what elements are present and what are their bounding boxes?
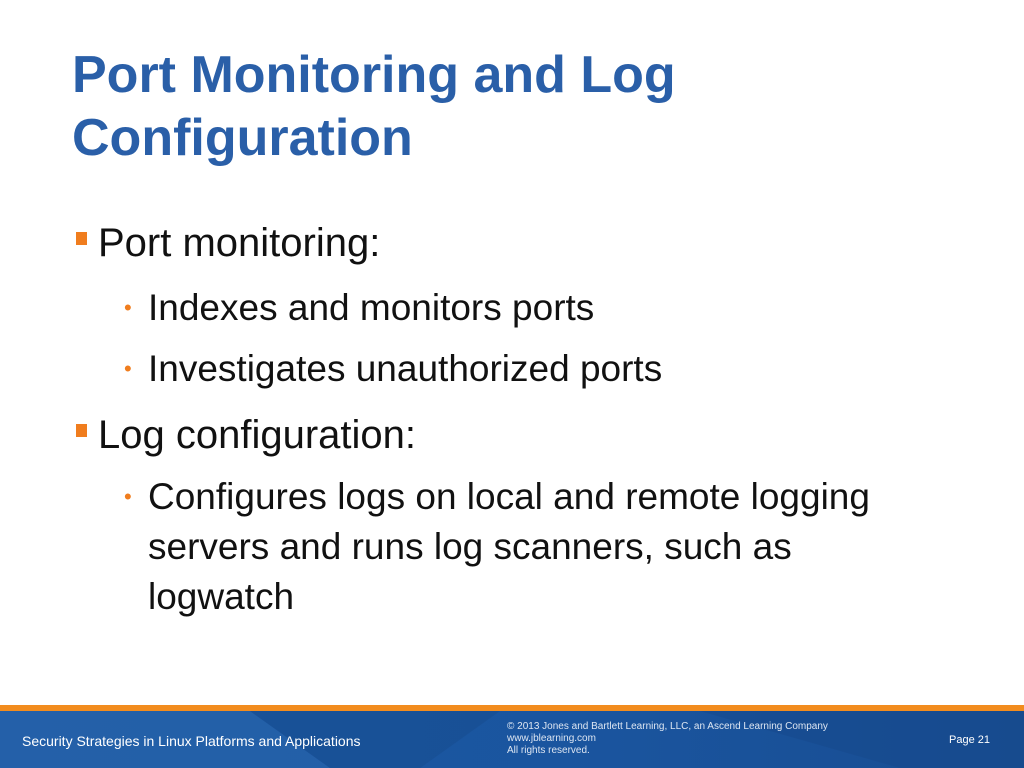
footer-copyright [507,721,828,757]
sub-bullet-investigates [124,346,998,392]
sub-bullet-text: Indexes and monitors ports [148,287,595,328]
copyright-line-1: © 2013 Jones and Bartlett Learning, LLC, an Ascend Learning Company [507,721,828,732]
sub-bullet-text-line-3: logwatch [148,576,295,617]
bullet-log-configuration [98,412,416,458]
sub-bullet-text-line-2: servers and runs log scanners, such as [148,526,792,567]
sub-bullet-configures-logs [124,474,998,620]
copyright-line-2: www.jblearning.com [507,733,596,744]
dot-bullet-icon: • [124,484,132,509]
slide-title-line-1: Port Monitoring and Log [72,46,676,104]
copyright-line-3: All rights reserved. [507,745,590,756]
slide-title-line-2: Configuration [72,109,413,167]
dot-bullet-icon: • [124,295,132,320]
dot-bullet-icon: • [124,356,132,381]
bullet-port-monitoring [98,220,380,266]
footer-course-title: Security Strategies in Linux Platforms and Applications [22,733,361,749]
sub-bullet-text-line-1: Configures logs on local and remote logging [148,476,870,517]
slide-title [72,44,972,170]
sub-bullet-indexes [124,285,998,331]
square-bullet-icon [76,424,87,437]
bullet-text: Log configuration: [98,413,417,457]
footer-bar [0,705,1024,768]
bullet-text: Port monitoring: [98,221,381,265]
page-number: Page 21 [949,734,990,746]
sub-bullet-text: Investigates unauthorized ports [148,348,663,389]
square-bullet-icon [76,232,87,245]
